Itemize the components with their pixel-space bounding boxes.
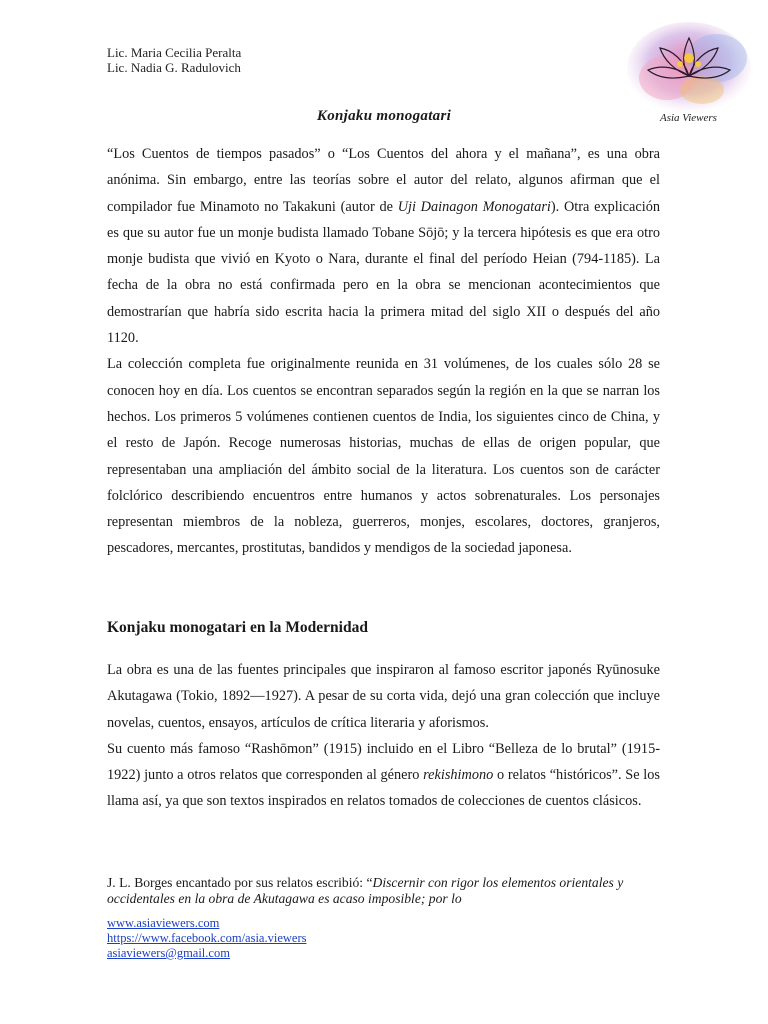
author-name: Lic. Maria Cecilia Peralta: [107, 45, 242, 60]
quote-text: Discernir con rigor los elementos orientales y occidentales en la obra de Akutagawa es acaso imposible; por lo: [107, 875, 624, 906]
genre-term: rekishimono: [423, 767, 494, 784]
paragraph: [107, 736, 660, 815]
paragraph-text: Su cuento más famoso “Rashōmon” (1915) incluido en el Libro “Belleza de lo brutal” (1915-1922) junto a otros relatos que corresponden al género: [107, 740, 660, 784]
paragraph-text: o relatos “históricos”. Se los llama así, ya que son textos inspirados en relatos tomados de colecciones de cuentos clásicos.: [107, 767, 660, 810]
author-block: [107, 45, 241, 75]
paragraph: [107, 141, 660, 351]
paragraph-text: “Los Cuentos de tiempos pasados” o “Los Cuentos del ahora y el mañana”, es una obra anónima. Sin embargo, entre las teorías sobre el autor del relato, algunos afirman que el compilador fue Minamoto no Takakuni (autor de: [107, 146, 660, 215]
website-link[interactable]: www.asiaviewers.com: [107, 916, 220, 930]
quote-intro: J. L. Borges encantado por sus relatos escribió: “: [107, 875, 373, 890]
paragraph-text: ). Otra explicación es que su autor fue un monje budista llamado Tobane Sōjō; y la tercera hipótesis es que era otro monje budista que vivió en Kyoto o Nara, durante el final del período Heian (794-1185). La fecha de la obra no está confirmada pero en la obra se mencionan acontecimientos que demostrarían que habría sido escrita hacia la primera mitad del siglo XII o después del año 1120.: [107, 198, 660, 347]
borges-quote: [107, 875, 667, 907]
paragraph: La obra es una de las fuentes principales que inspiraron al famoso escritor japonés Ryūnosuke Akutagawa (Tokio, 1892—1927). A pesar de su corta vida, dejó una gran colección que incluye novelas, cuentos, ensayos, artículos de crítica literaria y aforismos.: [107, 662, 660, 731]
book-title: Uji Dainagon Monogatari: [397, 198, 551, 215]
email-link[interactable]: asiaviewers@gmail.com: [107, 946, 230, 960]
footer-contact: [107, 916, 306, 961]
paragraph: La colección completa fue originalmente reunida en 31 volúmenes, de los cuales sólo 28 se conocen hoy en día. Los cuentos se encontran separados según la región en la que se narran los hechos. Los primeros 5 volúmenes contienen cuentos de India, los siguientes cinco de China, y el resto de Japón. Recoge numerosas historias, muchas de ellas de origen popular, que representaban una ampliación del ámbito social de la literatura. Los cuentos son de carácter folclórico describiendo encuentros entre humanos y actos sobrenaturales. Los personajes representan miembros de la nobleza, guerreros, monjes, escolares, doctores, granjeros, pescadores, mercantes, prostitutas, bandidos y mendigos de la sociedad japonesa.: [107, 356, 660, 557]
section-modernidad: [107, 657, 660, 815]
section-konjaku-intro: [107, 141, 660, 562]
logo-label: Asia Viewers: [660, 112, 717, 124]
section-heading: Konjaku monogatari en la Modernidad: [107, 619, 368, 636]
page-title: Konjaku monogatari: [316, 108, 452, 124]
facebook-link[interactable]: https://www.facebook.com/asia.viewers: [107, 931, 307, 945]
author-name: Lic. Nadia G. Radulovich: [107, 60, 241, 75]
